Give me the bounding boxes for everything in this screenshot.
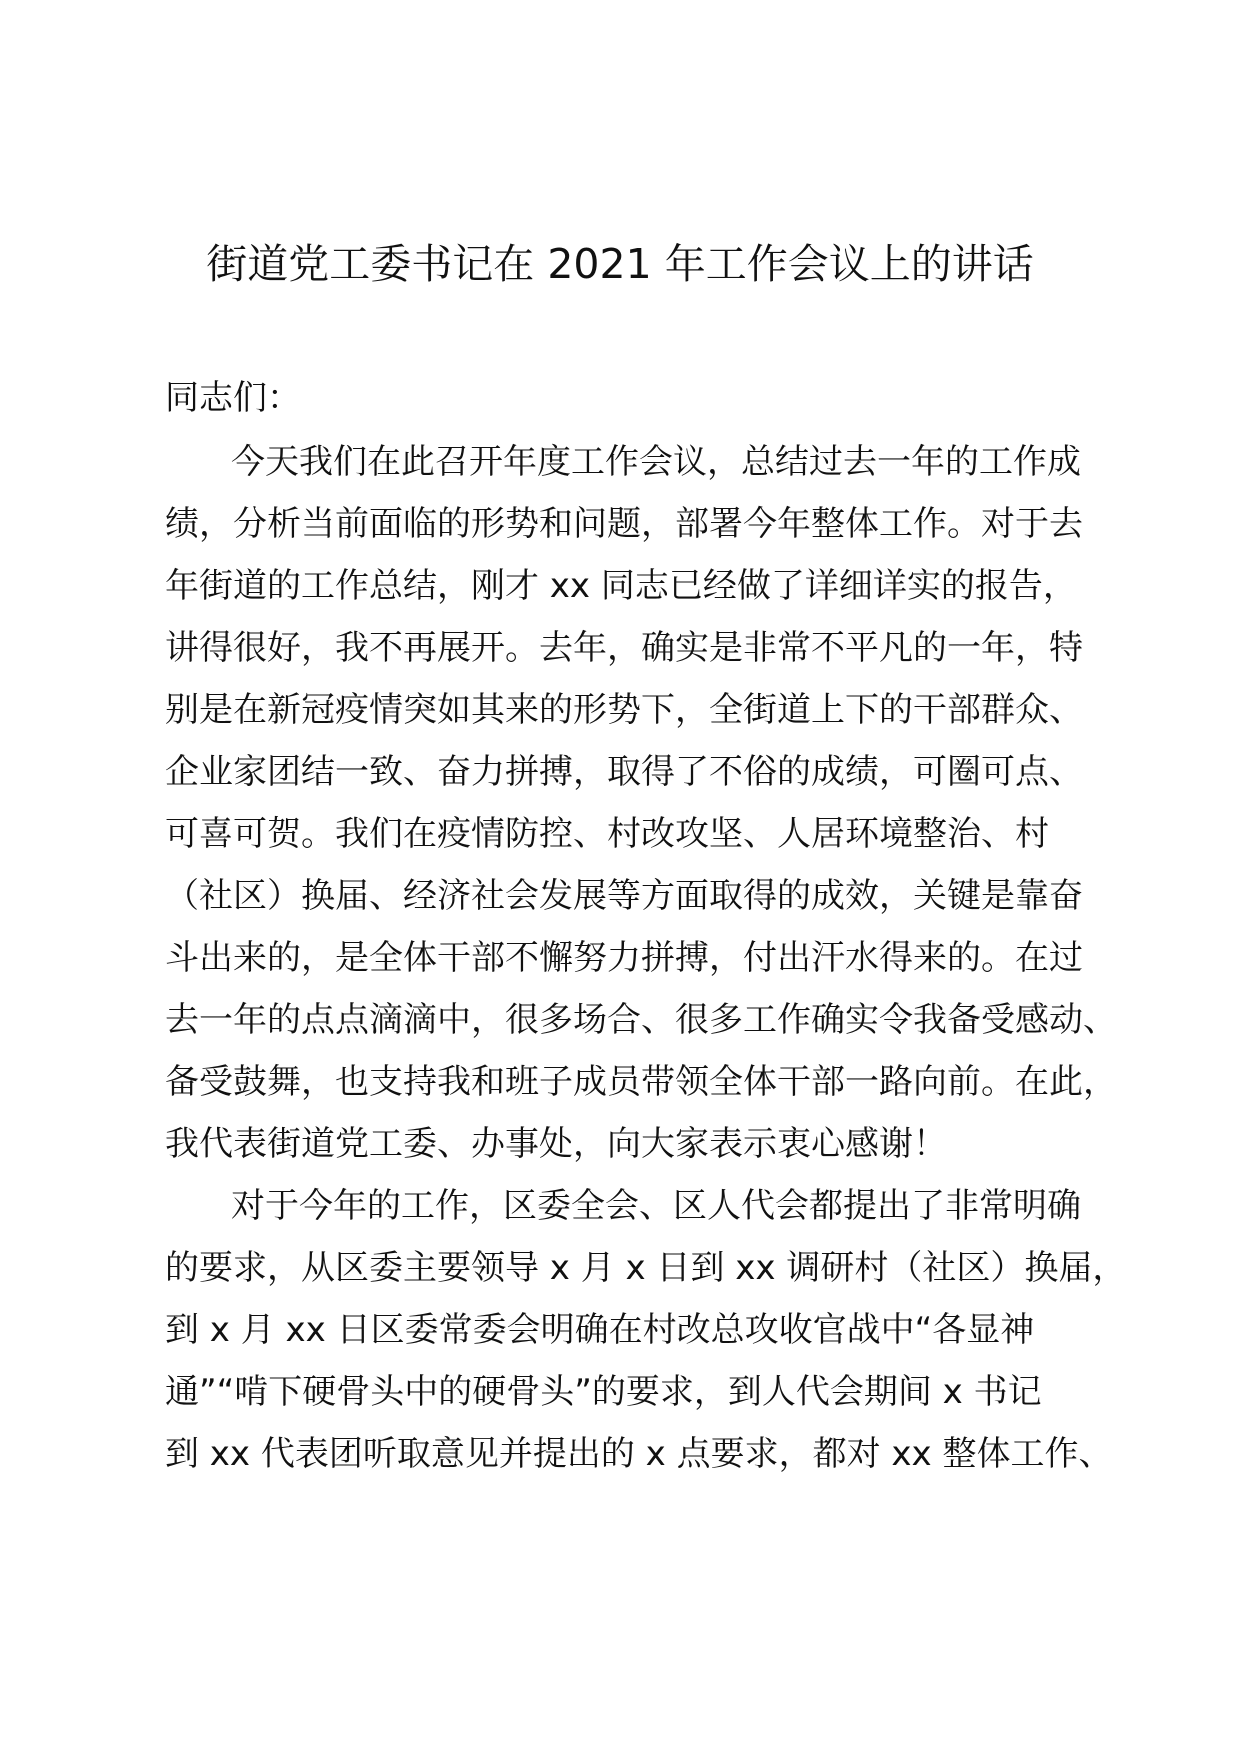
paragraph-line: 备受鼓舞，也支持我和班子成员带领全体干部一路向前。在此， (165, 1062, 1117, 1102)
paragraph-line: 绩，分析当前面临的形势和问题，部署今年整体工作。对于去 (165, 504, 1083, 544)
paragraph-line: 的要求，从区委主要领导 x 月 x 日到 xx 调研村（社区）换届， (165, 1248, 1127, 1288)
paragraph-line: 我代表街道党工委、办事处，向大家表示衷心感谢！ (165, 1124, 947, 1164)
paragraph-line: （社区）换届、经济社会发展等方面取得的成效，关键是靠奋 (165, 876, 1083, 916)
paragraph-line: 别是在新冠疫情突如其来的形势下，全街道上下的干部群众、 (165, 690, 1083, 730)
salutation: 同志们： (165, 378, 301, 418)
paragraph-line: 去一年的点点滴滴中，很多场合、很多工作确实令我备受感动、 (165, 1000, 1117, 1040)
paragraph-line: 通”“啃下硬骨头中的硬骨头”的要求，到人代会期间 x 书记 (165, 1372, 1042, 1412)
paragraph-line: 讲得很好，我不再展开。去年，确实是非常不平凡的一年，特 (165, 628, 1083, 668)
paragraph-line: 斗出来的，是全体干部不懈努力拼搏，付出汗水得来的。在过 (165, 938, 1083, 978)
paragraph-line: 对于今年的工作，区委全会、区人代会都提出了非常明确 (231, 1186, 1081, 1226)
paragraph-line: 到 xx 代表团听取意见并提出的 x 点要求，都对 xx 整体工作、 (165, 1434, 1113, 1474)
paragraph-line: 今天我们在此召开年度工作会议，总结过去一年的工作成 (231, 442, 1081, 482)
paragraph-line: 到 x 月 xx 日区委常委会明确在村改总攻收官战中“各显神 (165, 1310, 1035, 1350)
paragraph-line: 可喜可贺。我们在疫情防控、村改攻坚、人居环境整治、村 (165, 814, 1049, 854)
page-title: 街道党工委书记在 2021 年工作会议上的讲话 (206, 240, 1034, 288)
paragraph-line: 年街道的工作总结，刚才 xx 同志已经做了详细详实的报告， (165, 566, 1077, 606)
paragraph-line: 企业家团结一致、奋力拼搏，取得了不俗的成绩，可圈可点、 (165, 752, 1083, 792)
